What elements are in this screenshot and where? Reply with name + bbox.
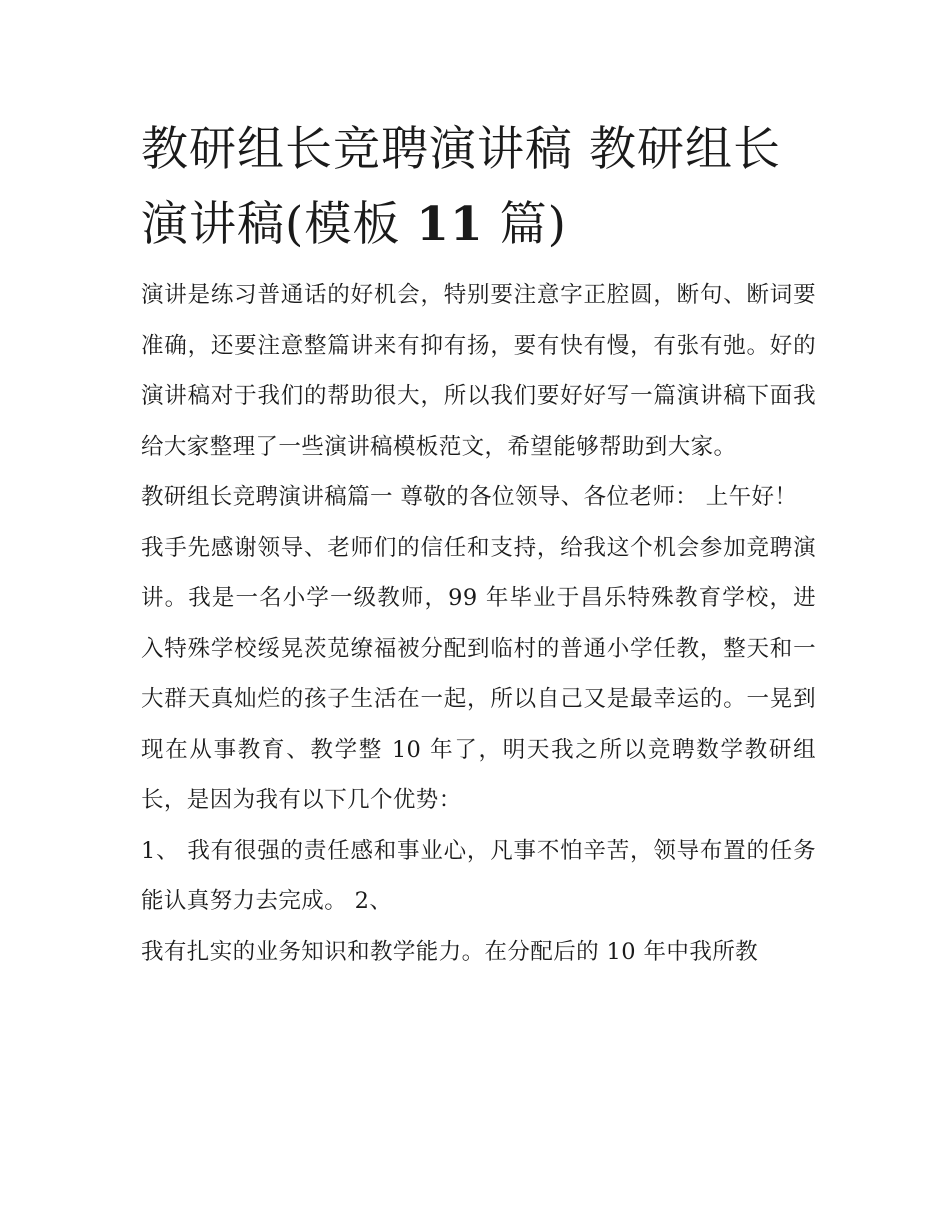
paragraph-intro: 演讲是练习普通话的好机会，特别要注意字正腔圆，断句、断词要准确，还要注意整篇讲来有抑有扬，要有快有慢，有张有弛。好的演讲稿对于我们的帮助很大，所以我们要好好写一篇演讲稿下面我给大家整理了一些演讲稿模板范文，希望能够帮助到大家。 — [141, 282, 816, 460]
paragraph-advantage-2: 我有扎实的业务知识和教学能力。在分配后的 10 年中我所教 — [141, 938, 759, 965]
title-number: 11 — [416, 197, 484, 252]
document-title: 教研组长竞聘演讲稿 教研组长演讲稿(模板 11 篇) — [141, 122, 781, 252]
paragraph-advantage-1: 1、 我有很强的责任感和事业心，凡事不怕辛苦，领导布置的任务能认真努力去完成。 2、 — [141, 837, 816, 914]
paragraph-greeting: 教研组长竞聘演讲稿篇一 尊敬的各位领导、各位老师： 上午好！ — [141, 484, 798, 510]
paragraph-self-introduction: 我手先感谢领导、老师们的信任和支持，给我这个机会参加竞聘演讲。我是一名小学一级教师，99 年毕业于昌乐特殊教育学校，进入特殊学校绥晃茨苋缭福被分配到临村的普通小学任教，整天和一大群天真灿烂的孩子生活在一起，所以自己又是最幸运的。一晃到现在从事教育、教学整 10 年了，明天我之所以竞聘数学教研组长，是因为我有以下几个优势： — [141, 534, 816, 813]
document-page — [141, 112, 816, 977]
